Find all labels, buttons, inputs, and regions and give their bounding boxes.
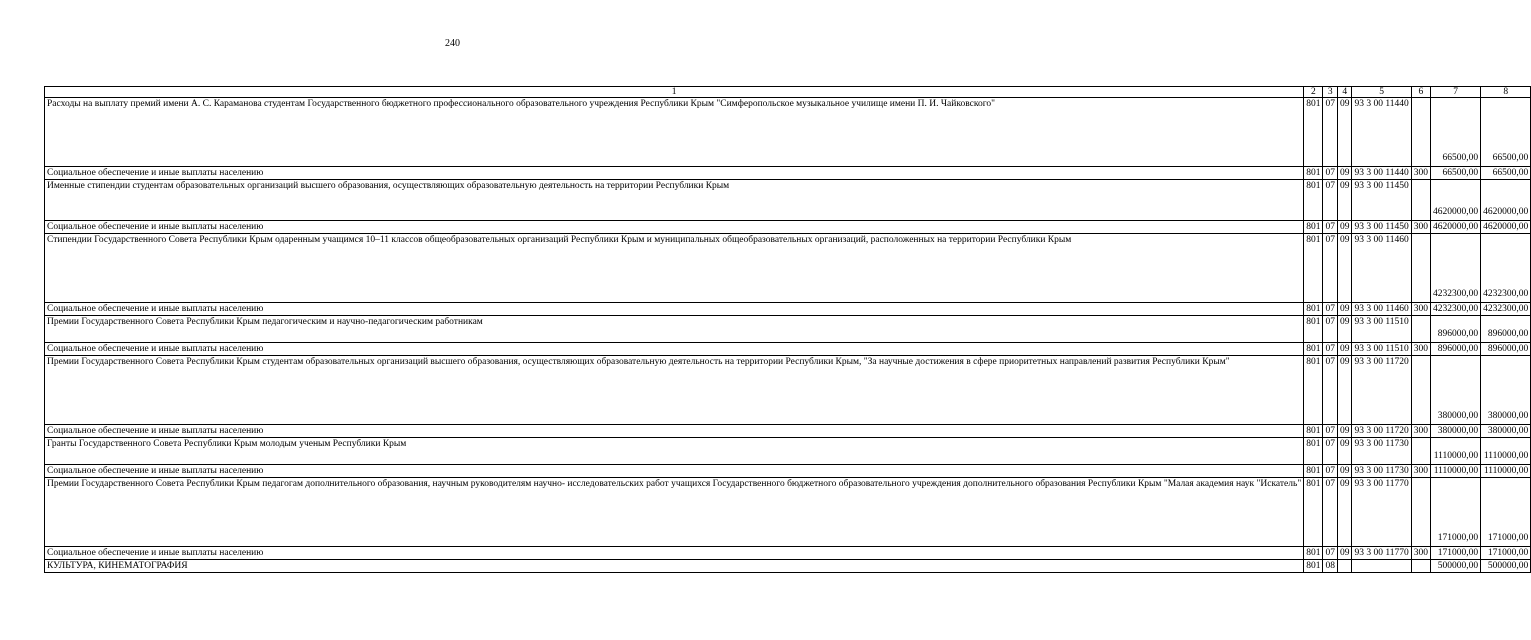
cell-section: 07 <box>1323 180 1338 221</box>
cell-amount-8: 896000,00 <box>1481 343 1531 356</box>
cell-subsection: 09 <box>1337 180 1352 221</box>
cell-amount-7: 4232300,00 <box>1431 303 1481 316</box>
cell-amount-8: 896000,00 <box>1481 316 1531 343</box>
row-description: Стипендии Государственного Совета Республики Крым одаренным учащимся 10–11 классов общеобразовательных организаций Республики Крым и муниципальных общеобразовательных организаций, расположенных на территории Республики Крым <box>45 234 1304 303</box>
row-description: Социальное обеспечение и иные выплаты населению <box>45 221 1304 234</box>
cell-section: 07 <box>1323 343 1338 356</box>
cell-amount-7: 896000,00 <box>1431 316 1481 343</box>
cell-section: 08 <box>1323 560 1338 573</box>
cell-code: 801 <box>1304 425 1323 438</box>
column-header: 7 <box>1431 87 1481 98</box>
cell-amount-8: 500000,00 <box>1481 560 1531 573</box>
cell-amount-8: 380000,00 <box>1481 425 1531 438</box>
cell-code: 801 <box>1304 221 1323 234</box>
cell-amount-7: 380000,00 <box>1431 356 1481 425</box>
cell-expense-type: 300 <box>1411 167 1430 180</box>
table-row <box>45 180 1531 221</box>
table-row <box>45 356 1531 425</box>
cell-amount-8: 171000,00 <box>1481 547 1531 560</box>
cell-section: 07 <box>1323 221 1338 234</box>
cell-code: 801 <box>1304 303 1323 316</box>
cell-section: 07 <box>1323 303 1338 316</box>
cell-section: 07 <box>1323 438 1338 465</box>
cell-amount-8: 380000,00 <box>1481 356 1531 425</box>
cell-amount-7: 4232300,00 <box>1431 234 1481 303</box>
cell-subsection: 09 <box>1337 98 1352 167</box>
cell-amount-7: 171000,00 <box>1431 478 1481 547</box>
cell-code: 801 <box>1304 478 1323 547</box>
table-row <box>45 465 1531 478</box>
table-row <box>45 560 1531 573</box>
cell-amount-7: 66500,00 <box>1431 98 1481 167</box>
row-description: Социальное обеспечение и иные выплаты населению <box>45 425 1304 438</box>
cell-subsection: 09 <box>1337 438 1352 465</box>
cell-subsection: 09 <box>1337 425 1352 438</box>
cell-target-article: 93 3 00 11450 <box>1352 180 1411 221</box>
cell-expense-type: 300 <box>1411 221 1430 234</box>
column-header: 2 <box>1304 87 1323 98</box>
row-description: Премии Государственного Совета Республики Крым педагогическим и научно-педагогическим работникам <box>45 316 1304 343</box>
cell-amount-7: 171000,00 <box>1431 547 1481 560</box>
cell-subsection: 09 <box>1337 547 1352 560</box>
table-row <box>45 478 1531 547</box>
row-description: Гранты Государственного Совета Республики Крым молодым ученым Республики Крым <box>45 438 1304 465</box>
cell-section: 07 <box>1323 465 1338 478</box>
cell-amount-7: 4620000,00 <box>1431 221 1481 234</box>
column-header: 4 <box>1337 87 1352 98</box>
cell-amount-8: 1110000,00 <box>1481 438 1531 465</box>
cell-code: 801 <box>1304 180 1323 221</box>
cell-target-article: 93 3 00 11770 <box>1352 478 1411 547</box>
cell-expense-type <box>1411 438 1430 465</box>
cell-expense-type <box>1411 234 1430 303</box>
cell-expense-type <box>1411 356 1430 425</box>
cell-target-article: 93 3 00 11460 <box>1352 303 1411 316</box>
cell-amount-7: 1110000,00 <box>1431 438 1481 465</box>
cell-subsection: 09 <box>1337 167 1352 180</box>
cell-expense-type: 300 <box>1411 465 1430 478</box>
column-header: 6 <box>1411 87 1430 98</box>
cell-amount-7: 500000,00 <box>1431 560 1481 573</box>
row-description: Социальное обеспечение и иные выплаты населению <box>45 167 1304 180</box>
column-header: 1 <box>45 87 1304 98</box>
cell-target-article: 93 3 00 11450 <box>1352 221 1411 234</box>
cell-target-article: 93 3 00 11510 <box>1352 343 1411 356</box>
cell-amount-8: 4232300,00 <box>1481 303 1531 316</box>
row-description: Расходы на выплату премий имени А. С. Караманова студентам Государственного бюджетного профессионального образовательного учреждения Республики Крым "Симферопольское музыкальное училище имени П. И. Чайковского" <box>45 98 1304 167</box>
cell-code: 801 <box>1304 547 1323 560</box>
cell-amount-8: 4620000,00 <box>1481 180 1531 221</box>
cell-section: 07 <box>1323 478 1338 547</box>
budget-table <box>44 86 1531 573</box>
table-row <box>45 425 1531 438</box>
cell-target-article: 93 3 00 11770 <box>1352 547 1411 560</box>
table-row <box>45 221 1531 234</box>
cell-amount-8: 4620000,00 <box>1481 221 1531 234</box>
cell-target-article: 93 3 00 11440 <box>1352 167 1411 180</box>
column-header: 3 <box>1323 87 1338 98</box>
column-header: 8 <box>1481 87 1531 98</box>
table-row <box>45 167 1531 180</box>
cell-target-article: 93 3 00 11510 <box>1352 316 1411 343</box>
cell-amount-8: 4232300,00 <box>1481 234 1531 303</box>
cell-amount-7: 380000,00 <box>1431 425 1481 438</box>
cell-code: 801 <box>1304 98 1323 167</box>
cell-subsection: 09 <box>1337 221 1352 234</box>
cell-subsection: 09 <box>1337 303 1352 316</box>
cell-section: 07 <box>1323 98 1338 167</box>
row-description: Именные стипендии студентам образовательных организаций высшего образования, осуществляющих образовательную деятельность на территории Республики Крым <box>45 180 1304 221</box>
cell-expense-type <box>1411 98 1430 167</box>
cell-expense-type: 300 <box>1411 425 1430 438</box>
cell-code: 801 <box>1304 356 1323 425</box>
cell-code: 801 <box>1304 343 1323 356</box>
cell-subsection: 09 <box>1337 465 1352 478</box>
cell-amount-8: 1110000,00 <box>1481 465 1531 478</box>
cell-amount-7: 896000,00 <box>1431 343 1481 356</box>
table-row <box>45 316 1531 343</box>
cell-expense-type <box>1411 316 1430 343</box>
cell-target-article: 93 3 00 11440 <box>1352 98 1411 167</box>
cell-subsection: 09 <box>1337 234 1352 303</box>
cell-amount-8: 171000,00 <box>1481 478 1531 547</box>
cell-expense-type: 300 <box>1411 303 1430 316</box>
cell-section: 07 <box>1323 234 1338 303</box>
cell-target-article: 93 3 00 11720 <box>1352 425 1411 438</box>
cell-amount-8: 66500,00 <box>1481 167 1531 180</box>
cell-section: 07 <box>1323 425 1338 438</box>
cell-subsection: 09 <box>1337 478 1352 547</box>
cell-amount-7: 4620000,00 <box>1431 180 1481 221</box>
cell-amount-7: 1110000,00 <box>1431 465 1481 478</box>
cell-expense-type <box>1411 560 1430 573</box>
table-row <box>45 547 1531 560</box>
cell-code: 801 <box>1304 560 1323 573</box>
cell-target-article: 93 3 00 11730 <box>1352 438 1411 465</box>
row-description: Социальное обеспечение и иные выплаты населению <box>45 547 1304 560</box>
cell-code: 801 <box>1304 316 1323 343</box>
cell-section: 07 <box>1323 316 1338 343</box>
cell-section: 07 <box>1323 547 1338 560</box>
cell-subsection: 09 <box>1337 343 1352 356</box>
cell-section: 07 <box>1323 167 1338 180</box>
cell-code: 801 <box>1304 234 1323 303</box>
cell-amount-8: 66500,00 <box>1481 98 1531 167</box>
cell-expense-type <box>1411 180 1430 221</box>
table-row <box>45 303 1531 316</box>
column-header: 5 <box>1352 87 1411 98</box>
cell-section: 07 <box>1323 356 1338 425</box>
row-description: Премии Государственного Совета Республики Крым студентам образовательных организаций высшего образования, осуществляющих образовательную деятельность на территории Республики Крым, "За научные достижения в сфере приоритетных направлений развития Республики Крым" <box>45 356 1304 425</box>
table-row <box>45 98 1531 167</box>
cell-expense-type <box>1411 478 1430 547</box>
cell-subsection: 09 <box>1337 356 1352 425</box>
table-row <box>45 343 1531 356</box>
cell-subsection: 09 <box>1337 316 1352 343</box>
row-description: КУЛЬТУРА, КИНЕМАТОГРАФИЯ <box>45 560 1304 573</box>
cell-code: 801 <box>1304 438 1323 465</box>
row-description: Премии Государственного Совета Республики Крым педагогам дополнительного образования, научным руководителям научно- исследовательских работ учащихся Государственного бюджетного образовательного учреждения дополнительного образования Республики Крым "Малая академия наук "Искатель" <box>45 478 1304 547</box>
cell-subsection <box>1337 560 1352 573</box>
cell-code: 801 <box>1304 465 1323 478</box>
cell-expense-type: 300 <box>1411 547 1430 560</box>
row-description: Социальное обеспечение и иные выплаты населению <box>45 343 1304 356</box>
cell-target-article <box>1352 560 1411 573</box>
cell-target-article: 93 3 00 11720 <box>1352 356 1411 425</box>
table-header-row <box>45 87 1531 98</box>
table-row <box>45 438 1531 465</box>
cell-target-article: 93 3 00 11730 <box>1352 465 1411 478</box>
cell-target-article: 93 3 00 11460 <box>1352 234 1411 303</box>
table-row <box>45 234 1531 303</box>
cell-code: 801 <box>1304 167 1323 180</box>
page-number: 240 <box>445 38 460 49</box>
row-description: Социальное обеспечение и иные выплаты населению <box>45 303 1304 316</box>
cell-expense-type: 300 <box>1411 343 1430 356</box>
cell-amount-7: 66500,00 <box>1431 167 1481 180</box>
row-description: Социальное обеспечение и иные выплаты населению <box>45 465 1304 478</box>
